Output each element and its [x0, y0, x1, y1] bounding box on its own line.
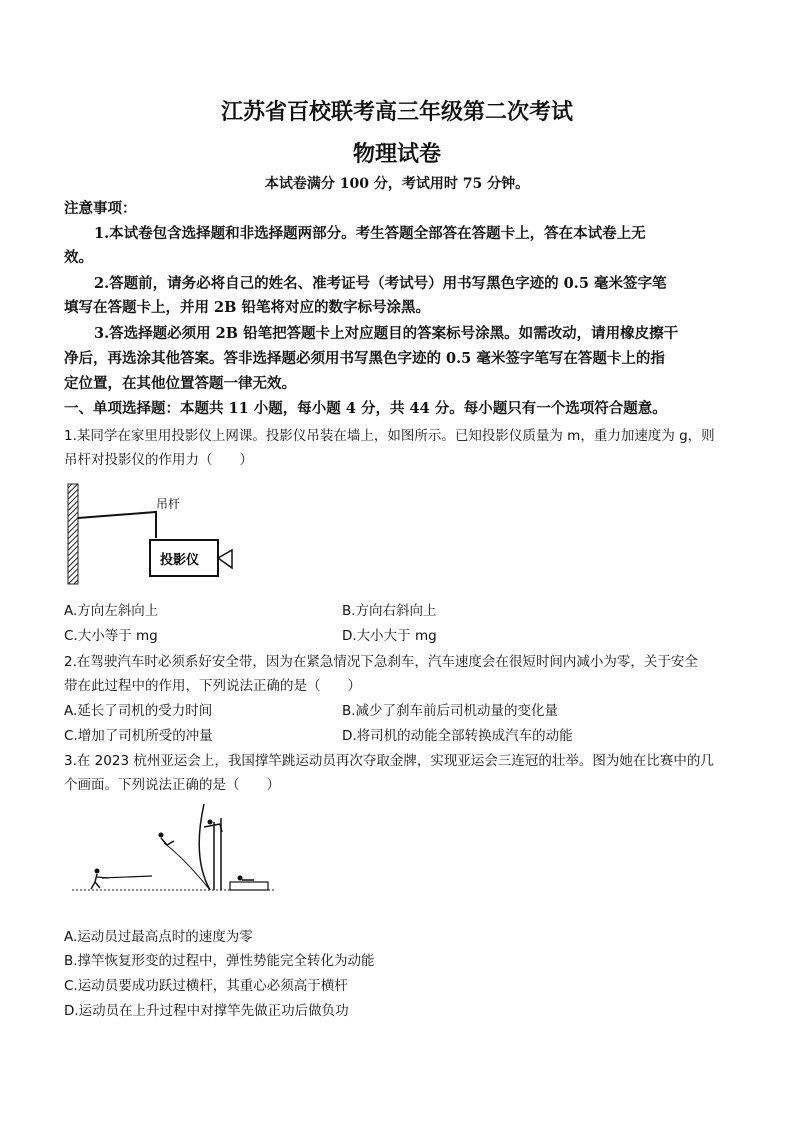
note-2-line-1: 2.答题前，请务必将自己的姓名、准考证号（考试号）用书写黑色字迹的 0.5 毫米签字笔	[94, 275, 667, 292]
q2-option-c: C.增加了司机所受的冲量	[64, 728, 213, 744]
top-jumper-figure	[204, 820, 222, 833]
note-3-line-1: 3.答选择题必须用 2B 铅笔把答题卡上对应题目的答案标号涂黑。如需改动，请用橡皮擦干	[94, 325, 679, 342]
trajectory-curve	[164, 843, 210, 890]
q2-option-d: D.将司机的动能全部转换成汽车的动能	[342, 728, 573, 744]
hanging-rod-shape	[78, 512, 156, 538]
note-3-line-2: 净后，再选涂其他答案。答非选择题必须用书写黑色字迹的 0.5 毫米签字笔写在答题卡上的指	[64, 350, 665, 367]
section-heading: 一、单项选择题：本题共 11 小题，每小题 4 分，共 44 分。每小题只有一个选项符合题意。	[64, 400, 667, 417]
exam-info: 本试卷满分 100 分，考试用时 75 分钟。	[264, 176, 530, 192]
bent-pole-shape	[199, 804, 210, 890]
q3-option-d: D.运动员在上升过程中对撑竿先做正功后做负功	[64, 1003, 349, 1019]
q3-stem-line-2: 个画面。下列说法正确的是（ ）	[64, 777, 280, 793]
q3-option-c: C.运动员要成功跃过横杆，其重心必须高于横杆	[64, 978, 348, 994]
note-3-line-3: 定位置，在其他位置答题一律无效。	[64, 375, 296, 392]
q1-option-a: A.方向左斜向上	[64, 603, 159, 619]
q2-option-b: B.减少了刹车前后司机动量的变化量	[342, 703, 559, 719]
q1-option-c: C.大小等于 mg	[64, 628, 158, 644]
wall-shape	[68, 484, 78, 584]
q1-stem-line-2: 吊杆对投影仪的作用力（ ）	[64, 452, 253, 468]
pole-carry-line	[102, 876, 152, 878]
note-1-line-1: 1.本试卷包含选择题和非选择题两部分。考生答题全部答在答题卡上，答在本试卷上无	[94, 225, 646, 242]
q3-option-b: B.撑竿恢复形变的过程中，弹性势能完全转化为动能	[64, 953, 375, 969]
note-2-line-2: 填写在答题卡上，并用 2B 铅笔将对应的数字标号涂黑。	[64, 299, 430, 316]
projector-lens-icon	[218, 550, 232, 568]
q1-option-d: D.大小大于 mg	[342, 628, 437, 644]
q2-option-a: A.延长了司机的受力时间	[64, 703, 213, 719]
landed-jumper-figure	[238, 876, 255, 881]
q2-stem-line-1: 2.在驾驶汽车时必须系好安全带，因为在紧急情况下急刹车，汽车速度会在很短时间内减小为零，关于安全	[64, 654, 698, 670]
runner-figure	[91, 869, 108, 890]
rod-label: 吊杆	[156, 497, 181, 511]
subject-title: 物理试卷	[352, 141, 441, 167]
note-1-line-2: 效。	[64, 249, 93, 266]
q1-stem-line-1: 1.某同学在家里用投影仪上网课。投影仪吊装在墙上，如图所示。已知投影仪质量为 m，重力加速度为 g，则	[64, 428, 715, 444]
q3-pole-vault-figure	[64, 798, 284, 908]
exam-title: 江苏省百校联考高三年级第二次考试	[220, 99, 573, 125]
q1-option-b: B.方向右斜向上	[342, 603, 437, 619]
q2-stem-line-2: 带在此过程中的作用，下列说法正确的是（ ）	[64, 678, 361, 694]
flying-jumper-figure	[159, 833, 175, 846]
q3-option-a: A.运动员过最高点时的速度为零	[64, 929, 253, 945]
notes-heading: 注意事项：	[64, 200, 137, 217]
q1-projector-figure	[64, 480, 254, 590]
landing-mat	[230, 882, 268, 890]
projector-label: 投影仪	[160, 553, 200, 568]
q3-stem-line-1: 3.在 2023 杭州亚运会上，我国撑竿跳运动员再次夺取金牌，实现亚运会三连冠的壮举。图为她在比赛中的几	[64, 753, 714, 769]
